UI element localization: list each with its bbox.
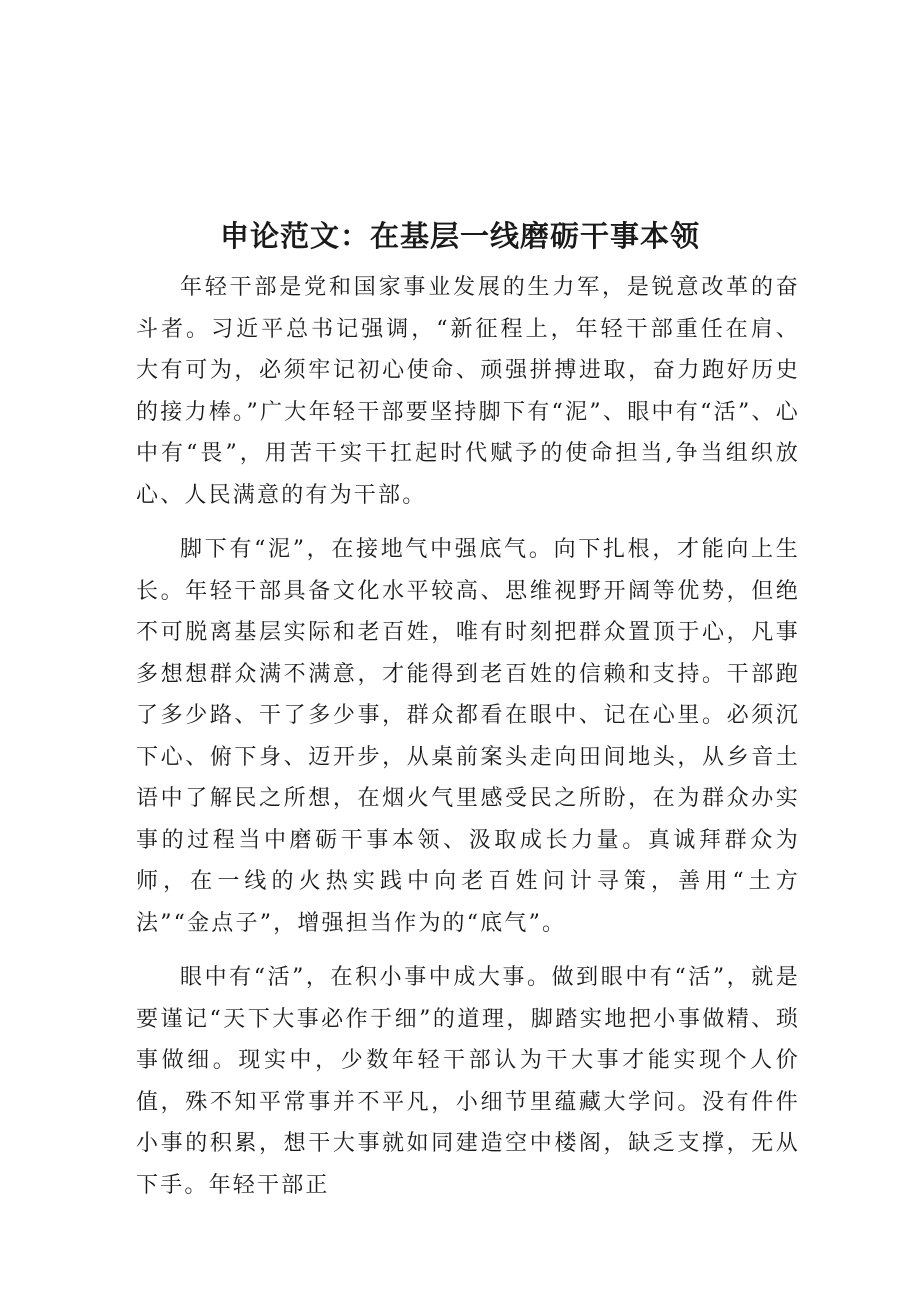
paragraph-1: 年轻干部是党和国家事业发展的生力军，是锐意改革的奋斗者。习近平总书记强调，“新征程上，年轻干部重任在肩、大有可为，必须牢记初心使命、顽强拼搏进取，奋力跑好历史的接力棒。”广大年轻干部要坚持脚下有“泥”、眼中有“活”、心中有“畏”，用苦干实干扛起时代赋予的使命担当,争当组织放心、人民满意的有为干部。	[136, 275, 800, 508]
document-body	[136, 267, 800, 1219]
document-title: 申论范文：在基层一线磨砺干事本领	[219, 219, 700, 253]
paragraph-3: 眼中有“活”，在积小事中成大事。做到眼中有“活”，就是要谨记“天下大事必作于细”的道理，脚踏实地把小事做精、琐事做细。现实中，少数年轻干部认为干大事才能实现个人价值，殊不知平常事并不平凡，小细节里蕴藏大学问。没有件件小事的积累，想干大事就如同建造空中楼阁，缺乏支撑，无从下手。年轻干部正	[136, 965, 800, 1198]
paragraph-2: 脚下有“泥”，在接地气中强底气。向下扎根，才能向上生长。年轻干部具备文化水平较高、思维视野开阔等优势，但绝不可脱离基层实际和老百姓，唯有时刻把群众置顶于心，凡事多想想群众满不满意，才能得到老百姓的信赖和支持。干部跑了多少路、干了多少事，群众都看在眼中、记在心里。必须沉下心、俯下身、迈开步，从桌前案头走向田间地头，从乡音土语中了解民之所想，在烟火气里感受民之所盼，在为群众办实事的过程当中磨砺干事本领、汲取成长力量。真诚拜群众为师，在一线的火热实践中向老百姓问计寻策，善用“土方法”“金点子”，增强担当作为的“底气”。	[136, 537, 800, 936]
